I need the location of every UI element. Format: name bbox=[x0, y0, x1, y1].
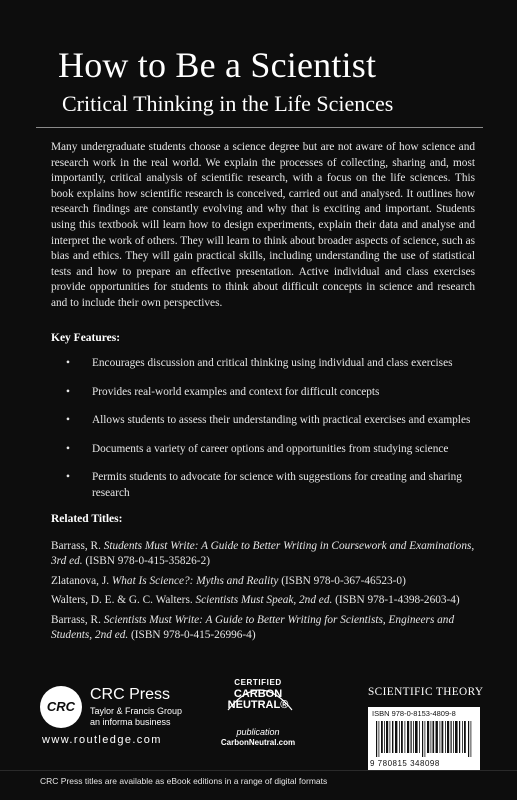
related-author: Walters, D. E. & G. C. Walters. bbox=[51, 594, 196, 607]
related-titles-list bbox=[51, 539, 481, 647]
list-item bbox=[66, 413, 486, 429]
related-isbn: (ISBN 978-0-415-35826-2) bbox=[82, 555, 210, 568]
related-title: What Is Science?: Myths and Reality bbox=[111, 574, 279, 587]
publisher-group: Taylor & Francis Group bbox=[90, 706, 183, 716]
list-item bbox=[66, 385, 486, 401]
blurb: Many undergraduate students choose a science degree but are not aware of how science and research work in the real world. We explain the processes of collecting, sharing and, most importantly, critical analysis of scientific research, with a focus on the life sciences. This book explains how scientific research is conceived, carried out and analysed. It outlines how research findings are constantly evolving and why that is exciting and important. Students using this textbook will learn how to design experiments, explain their data and analyse and interpret the work of others. They will learn to think about broader aspects of science, such as bias and ethics. They will gain practical skills, including understanding the use of statistical tests and how to prepare an effective presentation. Active individual and class exercises provide opportunities for students to think about difficult concepts in science and research and to include their own perspectives. bbox=[51, 141, 475, 309]
related-author: Barrass, R. bbox=[51, 540, 104, 552]
feature-text: Allows students to assess their understanding with practical exercises and examples bbox=[92, 414, 471, 427]
barcode-number: 9 780815 348098 bbox=[370, 759, 440, 768]
footer-rule bbox=[0, 770, 517, 771]
key-features-heading: Key Features: bbox=[51, 332, 121, 344]
list-item bbox=[66, 442, 486, 458]
series-name: SCIENTIFIC THEORY bbox=[368, 686, 484, 698]
feature-text: Provides real-world examples and context for difficult concepts bbox=[92, 385, 380, 398]
related-title: Scientists Must Write: A Guide to Better Writing for Scientists, Engineers and Students, 2nd ed. bbox=[51, 613, 455, 642]
carbon-neutral-mid bbox=[220, 689, 296, 711]
carbon-neutral-line1: CARBON bbox=[233, 688, 283, 700]
carbon-neutral-line2: NEUTRAL® bbox=[227, 699, 289, 711]
bullet-icon: • bbox=[66, 414, 70, 427]
isbn-text: ISBN 978-0-8153-4809-8 bbox=[372, 709, 456, 718]
crc-logo-text: CRC bbox=[46, 699, 76, 714]
related-titles-heading: Related Titles: bbox=[51, 513, 123, 525]
related-isbn: (ISBN 978-0-415-26996-4) bbox=[128, 629, 256, 642]
publisher-tagline: an informa business bbox=[90, 717, 171, 727]
related-isbn: (ISBN 978-0-367-46523-0) bbox=[278, 574, 406, 587]
bullet-icon: • bbox=[66, 357, 70, 369]
list-item bbox=[51, 574, 481, 589]
related-title: Students Must Write: A Guide to Better Writing in Coursework and Examinations, 3rd ed. bbox=[51, 540, 475, 568]
list-item bbox=[51, 613, 481, 644]
feature-text: Permits students to advocate for science with suggestions for creating and sharing research bbox=[92, 471, 462, 499]
feature-text: Encourages discussion and critical thinking using individual and class exercises bbox=[92, 357, 453, 369]
list-item bbox=[66, 356, 486, 372]
list-item bbox=[66, 470, 486, 501]
barcode-icon bbox=[374, 721, 474, 757]
related-author: Zlatanova, J. bbox=[51, 574, 112, 587]
title: How to Be a Scientist bbox=[58, 45, 377, 85]
divider bbox=[36, 127, 483, 128]
subtitle: Critical Thinking in the Life Sciences bbox=[62, 91, 394, 116]
carbon-neutral-url: CarbonNeutral.com bbox=[220, 738, 296, 747]
barcode-box bbox=[368, 707, 480, 771]
publisher-url: www.routledge.com bbox=[42, 734, 162, 746]
related-title: Scientists Must Speak, 2nd ed. bbox=[195, 594, 333, 607]
list-item bbox=[51, 539, 481, 570]
related-isbn: (ISBN 978-1-4398-2603-4) bbox=[332, 594, 460, 607]
bullet-icon: • bbox=[66, 471, 70, 484]
bullet-icon: • bbox=[66, 442, 70, 455]
publisher-name: CRC Press bbox=[90, 686, 171, 703]
crc-logo bbox=[40, 686, 82, 728]
feature-text: Documents a variety of career options and opportunities from studying science bbox=[92, 442, 449, 455]
key-features-list bbox=[66, 356, 486, 515]
list-item bbox=[51, 593, 481, 608]
carbon-neutral-publication: publication bbox=[236, 727, 280, 737]
bullet-icon: • bbox=[66, 385, 70, 398]
footer-note: CRC Press titles are available as eBook editions in a range of digital formats bbox=[40, 776, 328, 786]
related-author: Barrass, R. bbox=[51, 613, 104, 626]
carbon-neutral-top: CERTIFIED bbox=[234, 678, 282, 687]
